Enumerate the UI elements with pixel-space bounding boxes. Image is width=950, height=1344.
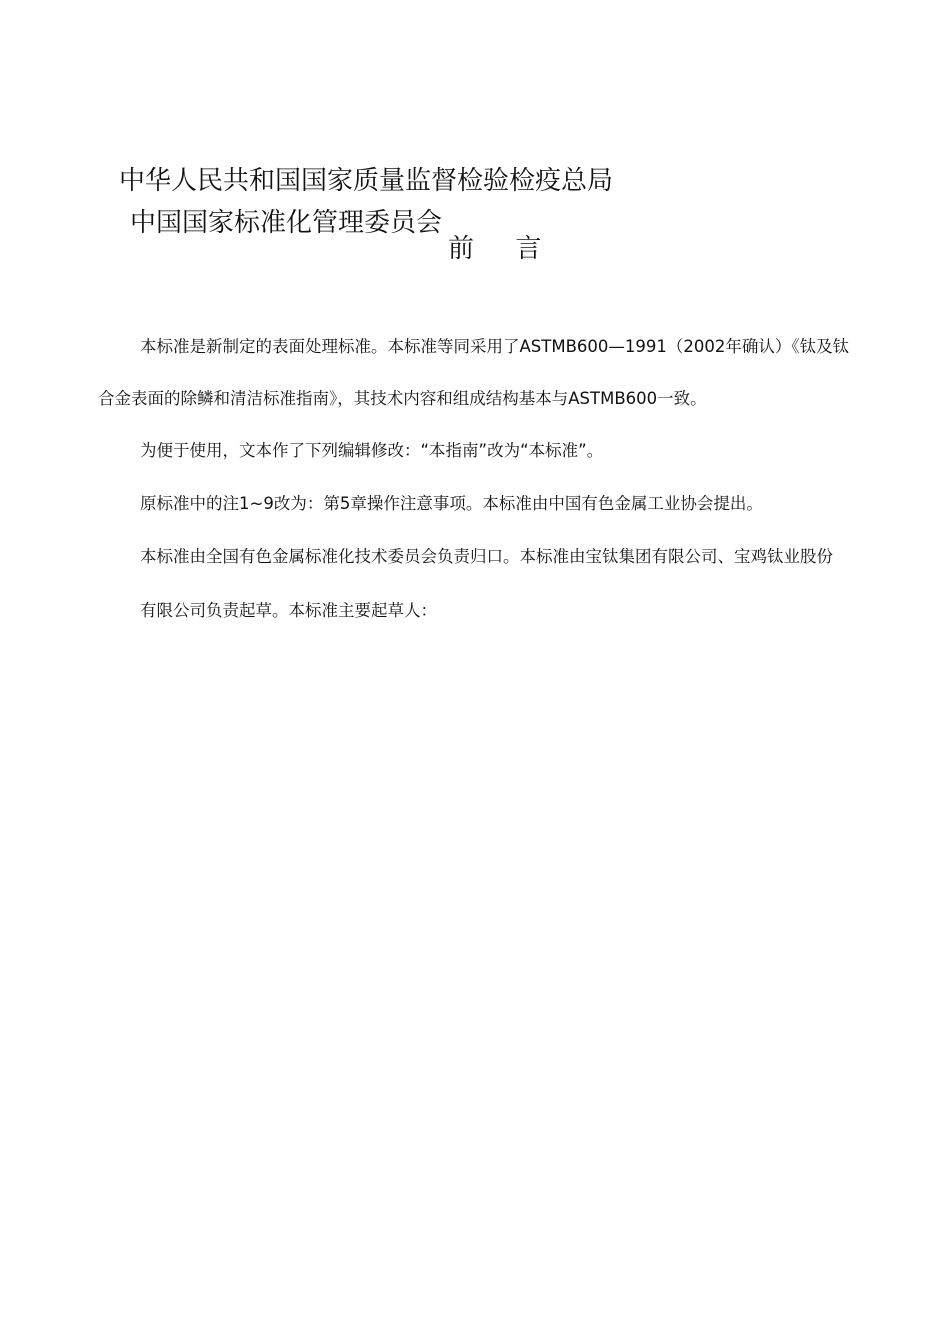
foreword-line-5: 本标准由全国有色金属标准化技术委员会负责归口。本标准由宝钛集团有限公司、宝鸡钛业股份 [140,547,833,566]
foreword-line-1: 本标准是新制定的表面处理标准。本标准等同采用了ASTMB600—1991（2002年确认）《钛及钛 [140,337,850,356]
issuer-line-sac: 中国国家标准化管理委员会 [130,208,443,238]
foreword-line-6: 有限公司负责起草。本标准主要起草人： [140,601,437,620]
foreword-line-2: 合金表面的除鳞和清洁标准指南》，其技术内容和组成结构基本与ASTMB600一致。 [98,389,707,408]
foreword-line-3: 为便于使用，文本作了下列编辑修改：“本指南”改为“本标准”。 [140,441,604,460]
foreword-line-4: 原标准中的注1~9改为：第5章操作注意事项。本标准由中国有色金属工业协会提出。 [140,494,763,513]
foreword-heading: 前 言 [448,234,542,264]
issuer-line-aqsiq: 中华人民共和国国家质量监督检验检疫总局 [119,166,614,196]
